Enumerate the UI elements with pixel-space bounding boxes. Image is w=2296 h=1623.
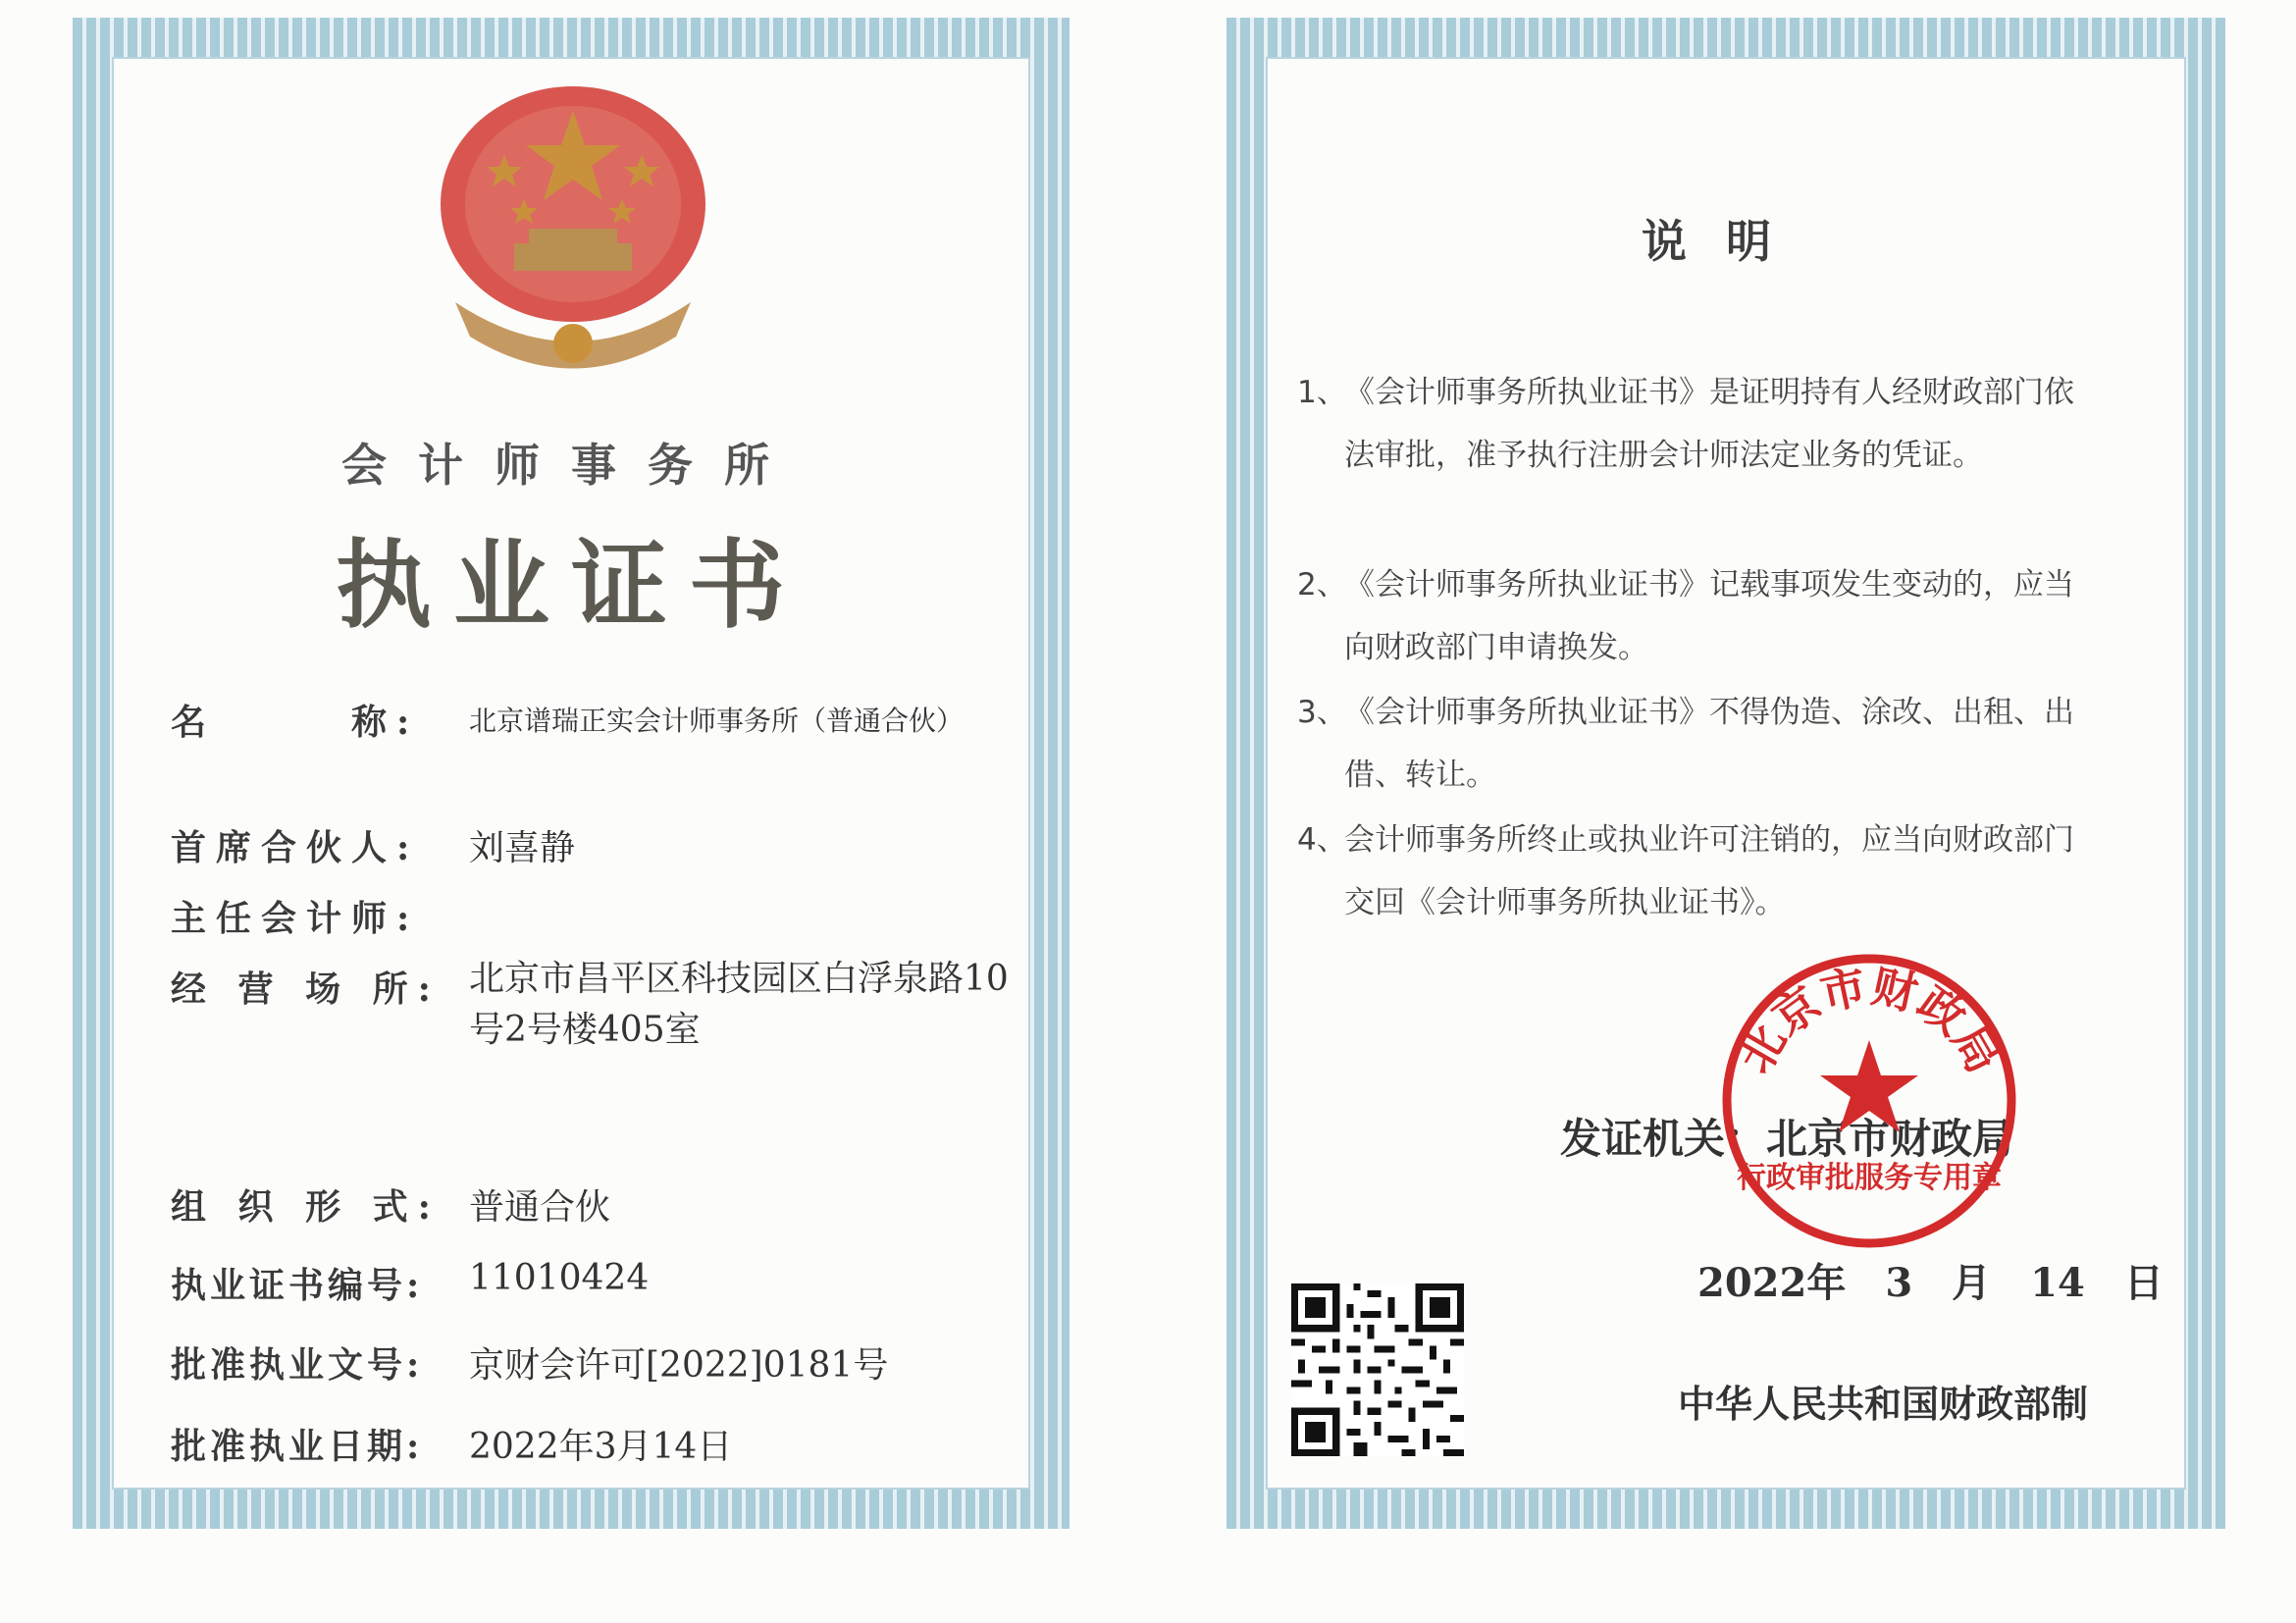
note-text: 《会计师事务所执业证书》记载事项发生变动的，应当向财政部门申请换发。: [1344, 567, 2074, 665]
note-text: 《会计师事务所执业证书》不得伪造、涂改、出租、出借、转让。: [1344, 695, 2074, 793]
field-label-name: 名 称:: [171, 702, 420, 743]
issued-by-ministry: 中华人民共和国财政部制: [1678, 1382, 2089, 1426]
field-value-cert-number: 11010424: [469, 1258, 650, 1298]
national-emblem-icon: [426, 77, 720, 371]
note-item: [1297, 681, 2100, 807]
certificate-front-page: [73, 18, 1070, 1529]
note-item: [1297, 553, 2100, 679]
seal-top-text: 北京市财政局: [1728, 959, 2010, 1082]
note-item: [1297, 809, 2100, 934]
field-value-name: 北京谱瑞正实会计师事务所（普通合伙）: [469, 705, 965, 737]
certificate-back-page: [1226, 18, 2225, 1529]
note-number: 2、: [1297, 567, 1347, 602]
title-practice-certificate: 执业证书: [335, 529, 807, 642]
field-value-address: 北京市昌平区科技园区白浮泉路10号2号楼405室: [469, 959, 1009, 1050]
issuing-authority: 发证机关：北京市财政局: [1560, 1115, 2014, 1163]
field-label-cert-number: 执业证书编号:: [171, 1265, 424, 1306]
field-label-director: 主任会计师:: [171, 898, 420, 939]
official-seal-icon: [1712, 944, 2026, 1258]
issue-date: 2022年 3 月 14 日: [1697, 1260, 2164, 1306]
qr-code-icon[interactable]: [1291, 1283, 1464, 1456]
field-value-chief-partner: 刘喜静: [469, 828, 576, 868]
field-label-approval-date: 批准执业日期:: [171, 1426, 424, 1467]
field-value-approval-date: 2022年3月14日: [469, 1427, 733, 1467]
note-number: 4、: [1297, 822, 1347, 858]
field-value-org-form: 普通合伙: [469, 1187, 611, 1228]
note-item: [1297, 361, 2100, 487]
seal-bottom-text: 行政审批服务专用章: [1737, 1161, 2002, 1195]
field-label-org-form: 组 织 形 式:: [171, 1186, 441, 1228]
note-text: 《会计师事务所执业证书》是证明持有人经财政部门依法审批，准予执行注册会计师法定业务的凭证。: [1344, 375, 2074, 473]
note-text: 会计师事务所终止或执业许可注销的，应当向财政部门交回《会计师事务所执业证书》。: [1344, 822, 2074, 920]
field-label-chief-partner: 首席合伙人:: [171, 827, 420, 868]
note-number: 3、: [1297, 695, 1347, 730]
note-number: 1、: [1297, 375, 1347, 410]
notes-title: 说明: [1642, 215, 1810, 268]
field-label-approval-doc: 批准执业文号:: [171, 1344, 424, 1386]
title-accounting-firm: 会计师事务所: [341, 439, 801, 492]
field-label-address: 经 营 场 所:: [171, 969, 441, 1010]
field-value-approval-doc: 京财会许可[2022]0181号: [469, 1345, 889, 1386]
